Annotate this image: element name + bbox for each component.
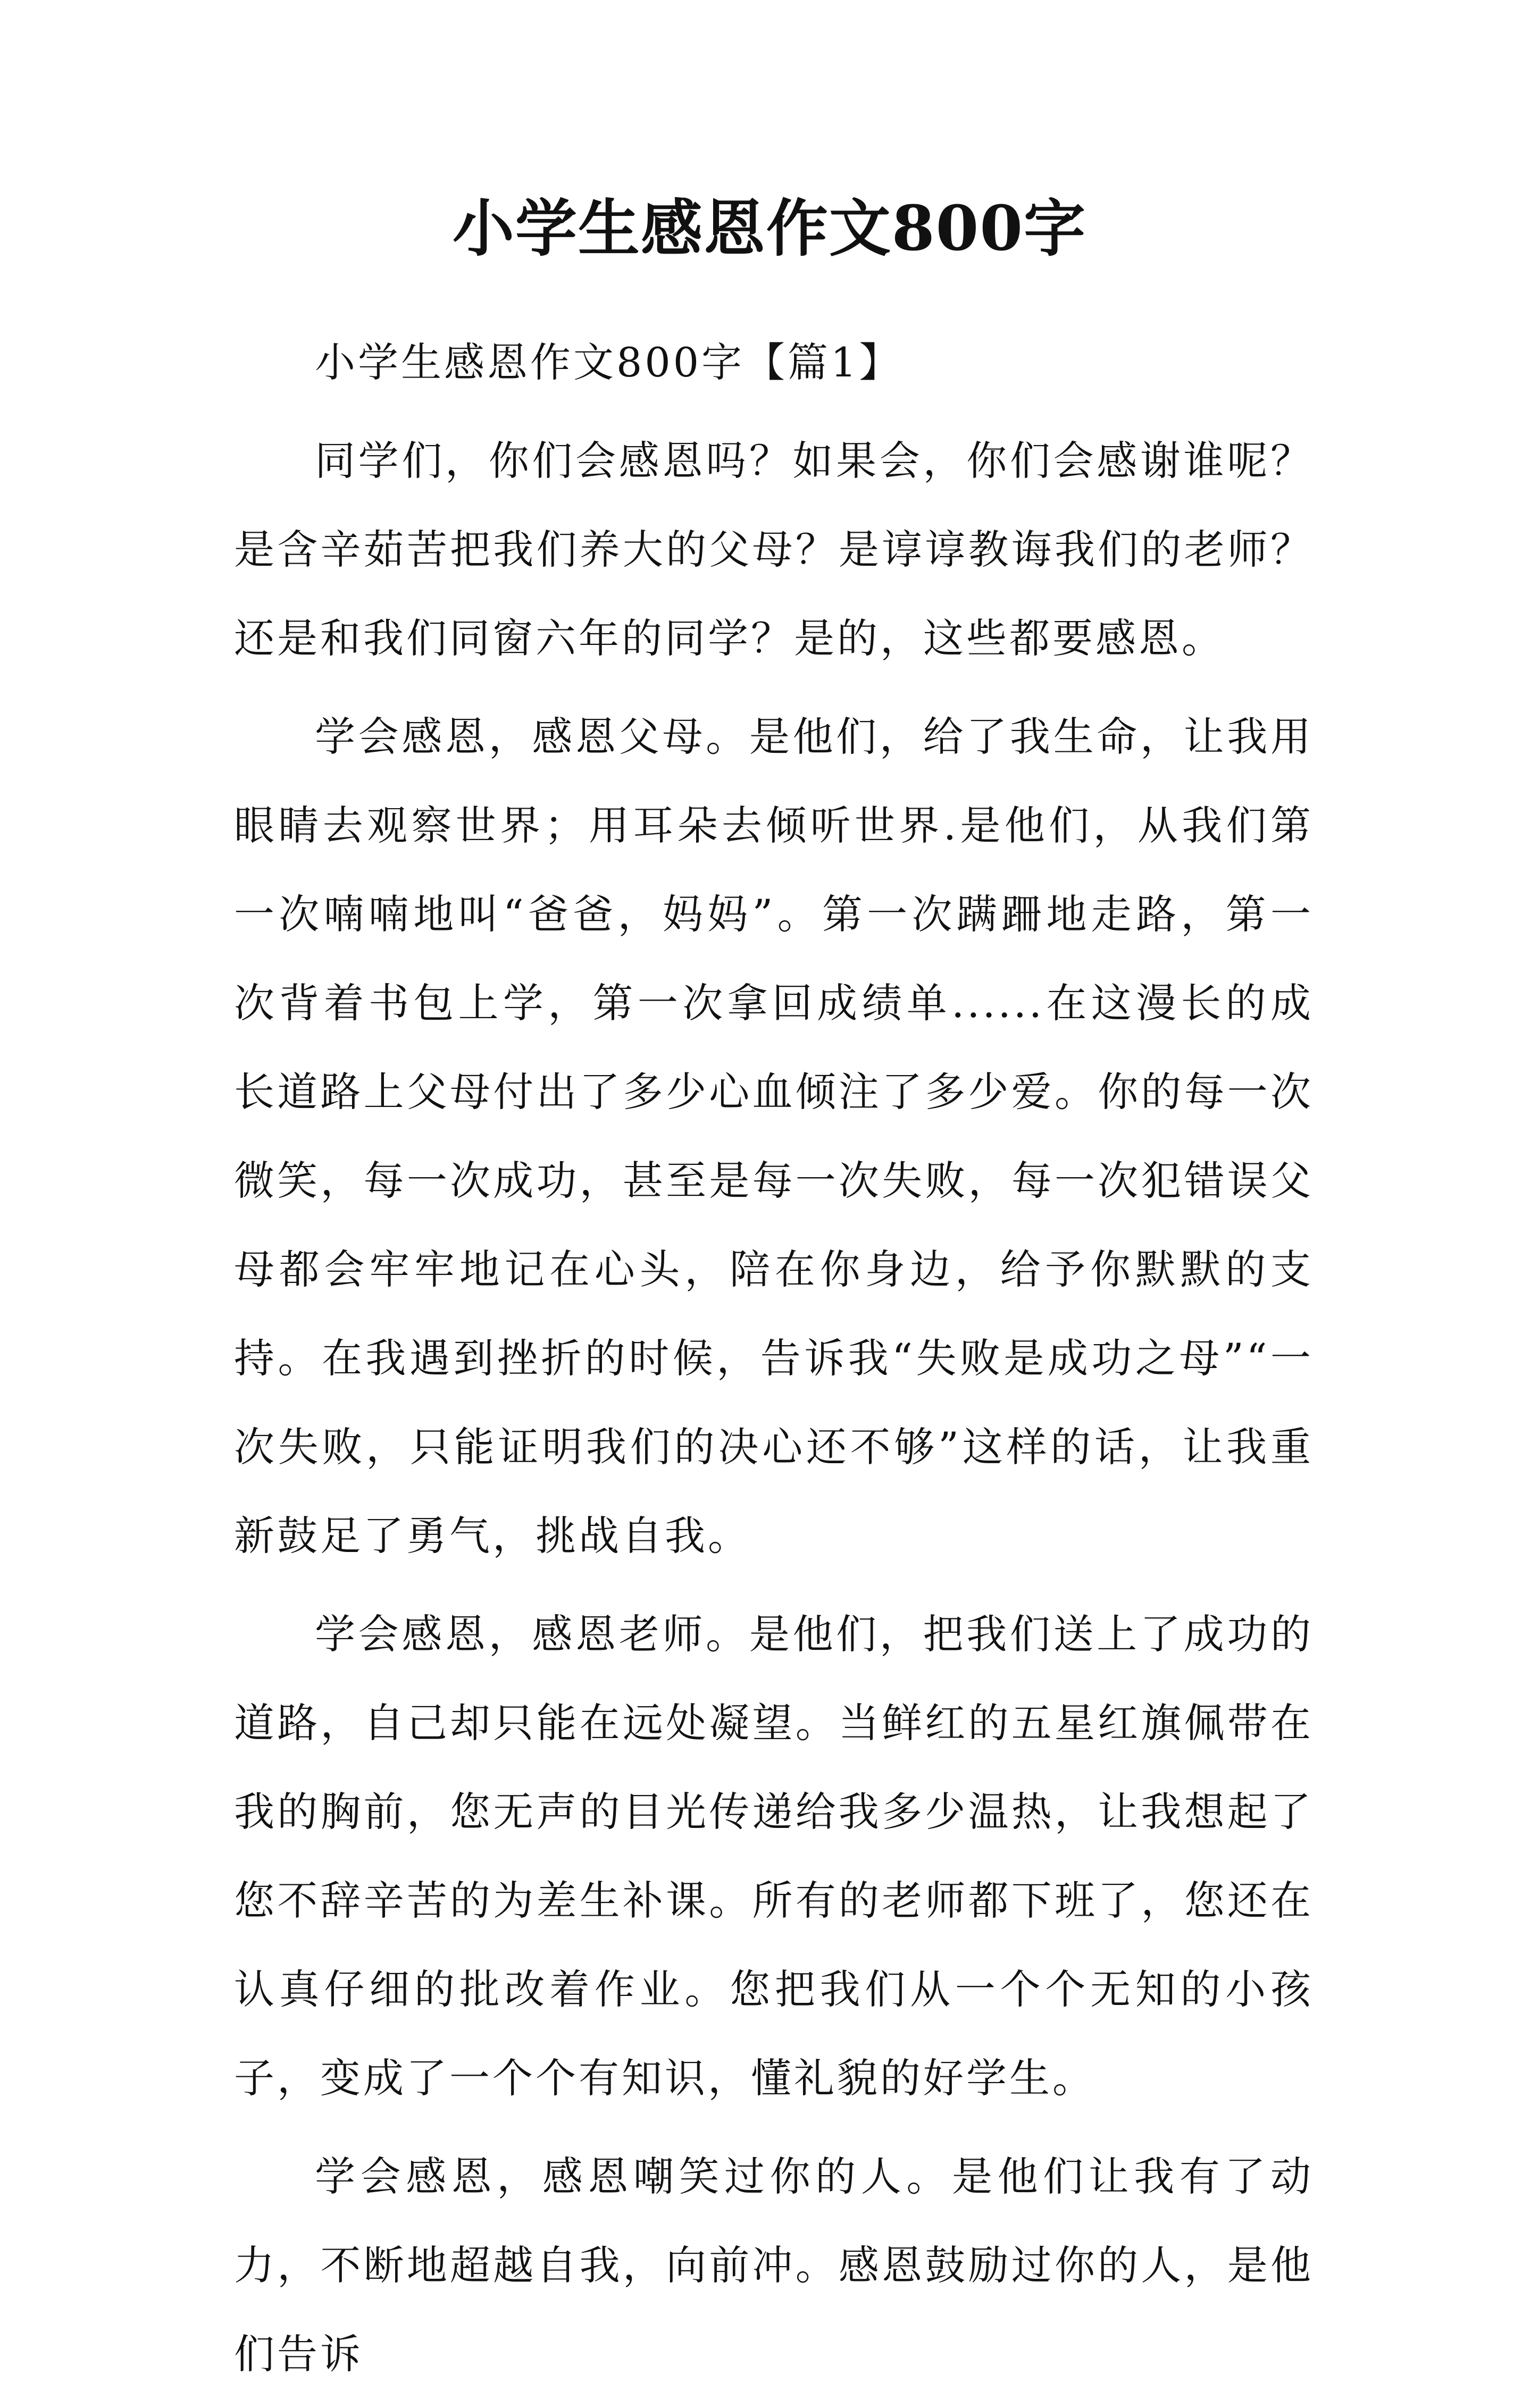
paragraph-parents: 学会感恩，感恩父母。是他们，给了我生命，让我用眼睛去观察世界；用耳朵去倾听世界.是他们，从我们第一次喃喃地叫“爸爸，妈妈”。第一次蹒跚地走路，第一次背着书包上学，第一次拿回成绩单......在这漫长的成长道路上父母付出了多少心血倾注了多少爱。你的每一次微笑，每一次成功，甚至是每一次失败，每一次犯错误父母都会牢牢地记在心头，陪在你身边，给予你默默的支持。在我遇到挫折的时候，告诉我“失败是成功之母”“一次失败，只能证明我们的决心还不够”这样的话，让我重新鼓足了勇气，挑战自我。: [234, 713, 1314, 1559]
document-body: [234, 318, 1314, 2408]
section-heading: 小学生感恩作文800字【篇1】: [315, 339, 902, 386]
document-title: 小学生感恩作文800字: [452, 192, 1087, 265]
paragraph-teachers: 学会感恩，感恩老师。是他们，把我们送上了成功的道路，自己却只能在远处凝望。当鲜红的五星红旗佩带在我的胸前，您无声的目光传递给我多少温热，让我想起了您不辞辛苦的为差生补课。所有的老师都下班了，您还在认真仔细的批改着作业。您把我们从一个个无知的小孩子，变成了一个个有知识，懂礼貌的好学生。: [234, 1610, 1314, 2102]
paragraph-intro: 同学们，你们会感恩吗？如果会，你们会感谢谁呢？是含辛茹苦把我们养大的父母？是谆谆教诲我们的老师？还是和我们同窗六年的同学？是的，这些都要感恩。: [234, 437, 1314, 662]
paragraph-others: 学会感恩，感恩嘲笑过你的人。是他们让我有了动力，不断地超越自我，向前冲。感恩鼓励过你的人，是他们告诉: [234, 2153, 1314, 2378]
